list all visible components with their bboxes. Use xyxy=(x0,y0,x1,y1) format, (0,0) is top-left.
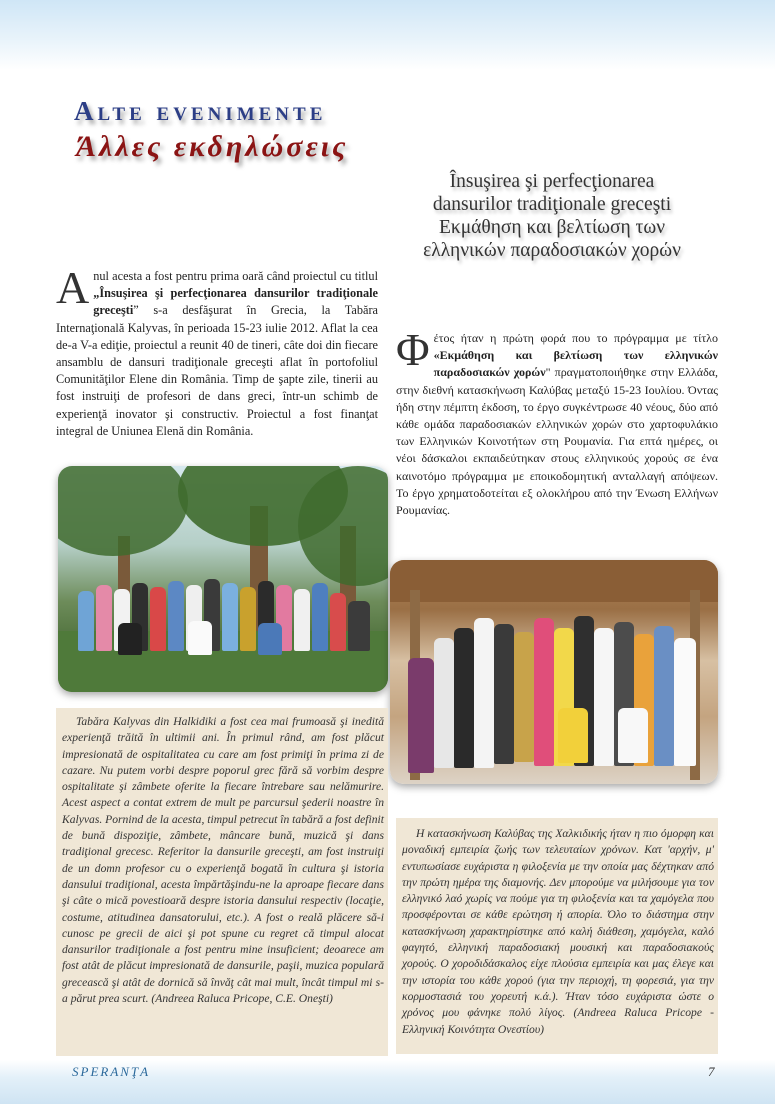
article-title xyxy=(382,170,722,262)
magazine-name: SPERANŢA xyxy=(72,1064,151,1079)
group-of-people xyxy=(408,588,703,773)
group-photo-gazebo xyxy=(390,560,718,784)
article-body-ro xyxy=(56,262,378,440)
section-heading-ro: Alte evenimente xyxy=(74,96,327,126)
top-gradient-band xyxy=(0,0,775,70)
group-of-people xyxy=(78,571,373,671)
body-ro-rest: ” s-a desfăşurat în Grecia, la Tabăra Internaţională Kalyvas, în perioada 15-23 iulie 2012. Aflat la cea de-a V-a ediţie, proiectul a reunit 40 de tineri, câte doi din fiecare ansamblu de dansuri tradiţionale greceşti aflat în portofoliul Comunităţilor Elene din România. Timp de şapte zile, tinerii au fost instruiţi de profesori de dans greci, într-un schimb de experienţă inovator şi constructiv. Proiectul a fost finanţat integral de Uniunea Elenă din România. xyxy=(56,303,378,438)
article-title-line: ελληνικών παραδοσιακών χορών xyxy=(423,240,681,261)
page-number: 7 xyxy=(708,1064,715,1079)
section-heading-gr: Άλλες εκδηλώσεις xyxy=(76,130,349,163)
dropcap-gr: Φ xyxy=(396,324,430,375)
group-photo-palms xyxy=(58,466,388,692)
article-title-line: Însuşirea şi perfecţionarea xyxy=(449,171,655,192)
testimonial-box-ro xyxy=(56,708,388,1056)
dropcap-ro: A xyxy=(56,262,90,313)
testimonial-text-ro: Tabăra Kalyvas din Halkidiki a fost cea mai frumoasă şi inedită experienţă trăită în ultimii ani. În primul rând, am fost plăcut impresionată de ospitalitatea cu care am fost primiţi în prima zi de cazare. Nu putem vorbi despre poporul grec fără să vorbim despre ospitalitate şi zâmbete oferite la fiecare întrebare sau nelămurire. Acest aspect a contat extrem de mult pe parcursul şederii noastre în Kalyvas. Pornind de la acesta, timpul petrecut în tabără a fost definit de bună dispoziţie, zâmbete, mâncare bună, muzică şi dans tradiţional grecesc. Referitor la dansurile greceşti, am fost instruiţi de un domn profesor cu o experienţă bogată în cultura şi istoria dansului tradiţional, acesta împărtăşindu-ne la aproape fiecare dans şi câte o mică povestioară despre istoria dansului respectiv (locaţie, costume, atitudinea dansatorului, etc.). A fost o reală plăcere să-i cunosc pe grecii de aici şi pot spune cu regret că timpul alocat dansurilor tradiţionale a fost pentru mine insuficient; deoarece am fost atât de plăcut impresionată de dansurile, paşii, muzica populară grecească şi atât de dornică să învăţ cât mai mult, încât timpul mi s-a părut prea scurt. (Andreea Raluca Pricope, C.E. Oneşti) xyxy=(62,715,384,1006)
article-title-line: Εκμάθηση και βελτίωση των xyxy=(438,217,666,238)
body-ro-intro: nul acesta a fost pentru prima oară când proiectul cu titlul xyxy=(93,269,378,283)
testimonial-text-gr: Η κατασκήνωση Καλύβας της Χαλκιδικής ήταν η πιο όμορφη και μοναδική εμπειρία ζωής των τελευταίων χρόνων. Κατ 'αρχήν, μ' εντυπωσίασε ευχάριστα η φιλοξενία με την οποία μας δέχτηκαν από την πρώτη ημέρα της διαμονής. Δεν μπορούμε να μιλήσουμε για τον ελληνικό λαό χωρίς να πούμε για τη φιλοξενία και τα χαμόγελα που προσφέρονται σε κάθε ερώτηση ή απορία. Όλο το διάστημα στην κατασκήνωση χαρακτηρίστηκε από καλή διάθεση, χαμόγελα, καλό φαγητό, ελληνική παραδοσιακή μουσική και παραδοσιακούς χορούς. Ο χοροδιδάσκαλος είχε πλούσια εμπειρία και μας έλεγε και την ιστορία του κάθε χορού (για την περιοχή, τη φορεσιά, για την κορμοστασιά του χορευτή κ.ά.). Ήταν τόσο ευχάριστα ώστε ο χρόνος μου φάνηκε πολύ λίγος. (Andreea Raluca Pricope - Ελληνική Κοινότητα Ονεστίου) xyxy=(402,827,714,1036)
body-ro-title: „Însuşirea şi perfecţionarea dansurilor tradiţionale greceşti xyxy=(93,286,378,318)
body-gr-title: «Εκμάθηση και βελτίωση των ελληνικών παραδοσιακών χορών xyxy=(433,348,718,380)
body-gr-rest: " πραγματοποιήθηκε στην Ελλάδα, στην διεθνή κατασκήνωση Καλύβας μεταξύ 15-23 Ιουλίου. Όντας ήδη στην πέμπτη έκδοση, το έργο συγκέντρωσε 40 νέους, δύο από κάθε ομάδα παραδοσιακών ελληνικών χορών στο χαρτοφυλάκιο των Ελληνικών Κοινοτήτων στη Ρουμανία. Για επτά ημέρες, οι νέοι δάσκαλοι εκπαιδεύτηκαν στους ελληνικούς χορούς σε ένα καινοτόμο πρόγραμμα με εποικοδομητική ανταλλαγή απόψεων. Το έργο χρηματοδοτείται εξ ολοκλήρου από την Ένωση Ελλήνων Ρουμανίας. xyxy=(396,365,719,518)
article-title-line: dansurilor tradiţionale greceşti xyxy=(432,194,672,215)
palm-foliage xyxy=(58,466,188,556)
body-gr-intro: έτος ήταν η πρώτη φορά που το πρόγραμμα με τίτλο xyxy=(433,331,718,345)
article-body-gr xyxy=(396,324,719,519)
testimonial-box-gr xyxy=(396,818,718,1054)
